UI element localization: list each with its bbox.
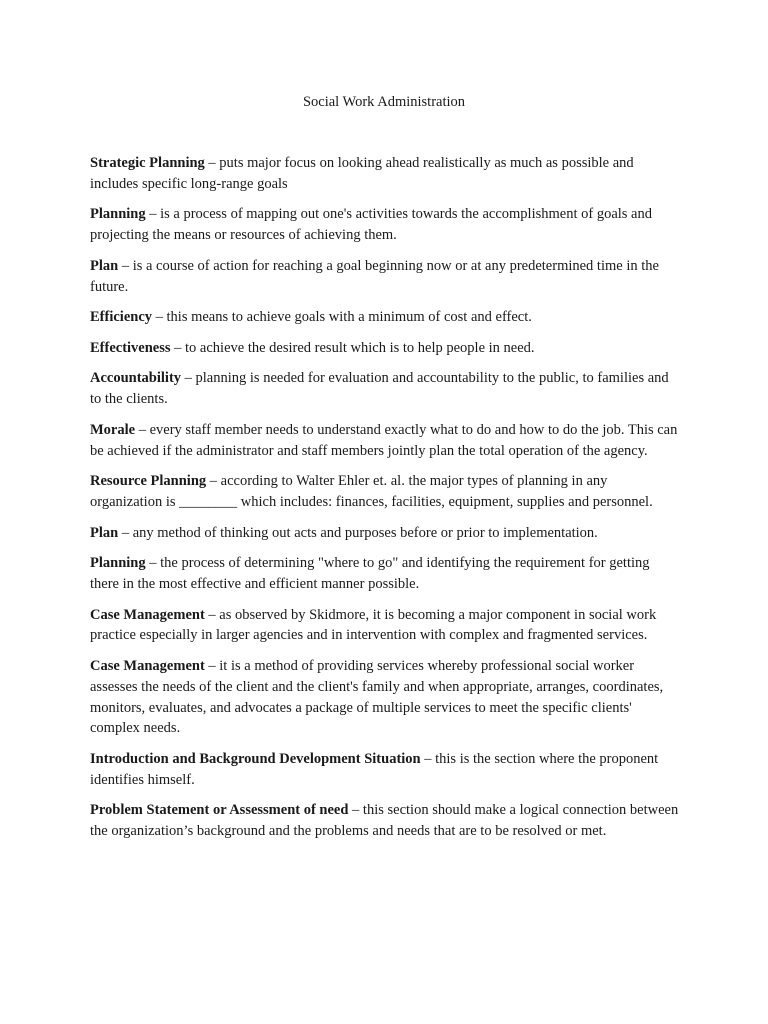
definition-text: this means to achieve goals with a minimum of cost and effect. [166,309,532,326]
definition-text: the process of determining "where to go" and identifying the requirement for getting there in the most effective and efficient manner possible. [90,555,650,592]
definition-entry [90,338,682,359]
definition-entry [90,307,682,328]
definition-separator: – [145,555,161,572]
definition-separator: – [145,206,161,223]
definition-separator: – [204,657,220,674]
definition-text: to achieve the desired result which is to help people in need. [185,339,535,356]
definition-term: Planning [90,206,146,223]
definition-text: every staff member needs to understand exactly what to do and how to do the job. This can be achieved if the administrator and staff members jointly plan the total operation of the agency. [90,421,678,459]
definition-term: Strategic Planning [90,155,205,171]
definition-entry [90,153,682,195]
definition-term: Case Management [90,606,205,623]
definition-separator: – [204,155,220,171]
definition-term: Case Management [90,657,205,674]
definition-term: Accountability [90,370,182,387]
definition-entry [90,256,682,298]
definition-text: it is a method of providing services whereby professional social worker assesses the needs of the client and the client's family and when appropriate, arranges, coordinates, monitors, evaluates, and advocates a package of multiple services to meet the specific clients' complex needs. [90,657,664,737]
definition-text: planning is needed for evaluation and accountability to the public, to families and to the clients. [90,370,669,408]
definition-entry [90,471,682,513]
definition-entry [90,368,682,410]
definition-text: is a course of action for reaching a goal beginning now or at any predetermined time in the future. [90,257,659,295]
definition-separator: – [348,802,363,819]
definition-term: Planning [90,555,146,572]
definition-separator: – [206,473,221,490]
definition-text: this section should make a logical connection between the organization’s background and the problems and needs that are to be resolved or met. [90,802,679,840]
definition-term: Plan [90,524,119,541]
definition-term: Plan [90,257,119,274]
definition-text: according to Walter Ehler et. al. the major types of planning in any organization is ________ which includes: finances, facilities, equipment, supplies and personnel. [90,473,653,510]
definition-entry [90,656,682,739]
definition-separator: – [204,606,220,623]
definition-term: Efficiency [90,309,153,326]
definition-separator: – [152,309,167,326]
definition-term: Resource Planning [90,473,207,490]
definition-separator: – [420,750,436,767]
definition-text: any method of thinking out acts and purposes before or prior to implementation. [132,524,598,541]
definition-term: Effectiveness [90,339,171,356]
definition-entry [90,605,682,647]
definition-separator: – [181,370,196,387]
definition-separator: – [118,524,133,541]
definition-list [90,153,682,852]
definition-text: this is the section where the proponent identifies himself. [90,750,659,788]
definition-term: Morale [90,421,136,438]
definition-text: is a process of mapping out one's activities towards the accomplishment of goals and projecting the means or resources of achieving them. [90,206,652,244]
document-title: Social Work Administration [302,94,466,110]
definition-text: as observed by Skidmore, it is becoming a major component in social work practice especially in larger agencies and in intervention with complex and fragmented services. [90,606,657,644]
definition-entry [90,800,682,842]
definition-term: Introduction and Background Development Situation [90,750,421,767]
definition-separator: – [118,257,133,274]
definition-entry [90,204,682,246]
definition-entry [90,523,682,544]
definition-term: Problem Statement or Assessment of need [90,802,349,819]
definition-separator: – [170,339,186,356]
definition-text: puts major focus on looking ahead realistically as much as possible and includes specific long-range goals [90,155,634,192]
definition-entry [90,553,682,595]
definition-entry [90,749,682,791]
definition-entry [90,420,682,462]
definition-separator: – [135,421,150,438]
